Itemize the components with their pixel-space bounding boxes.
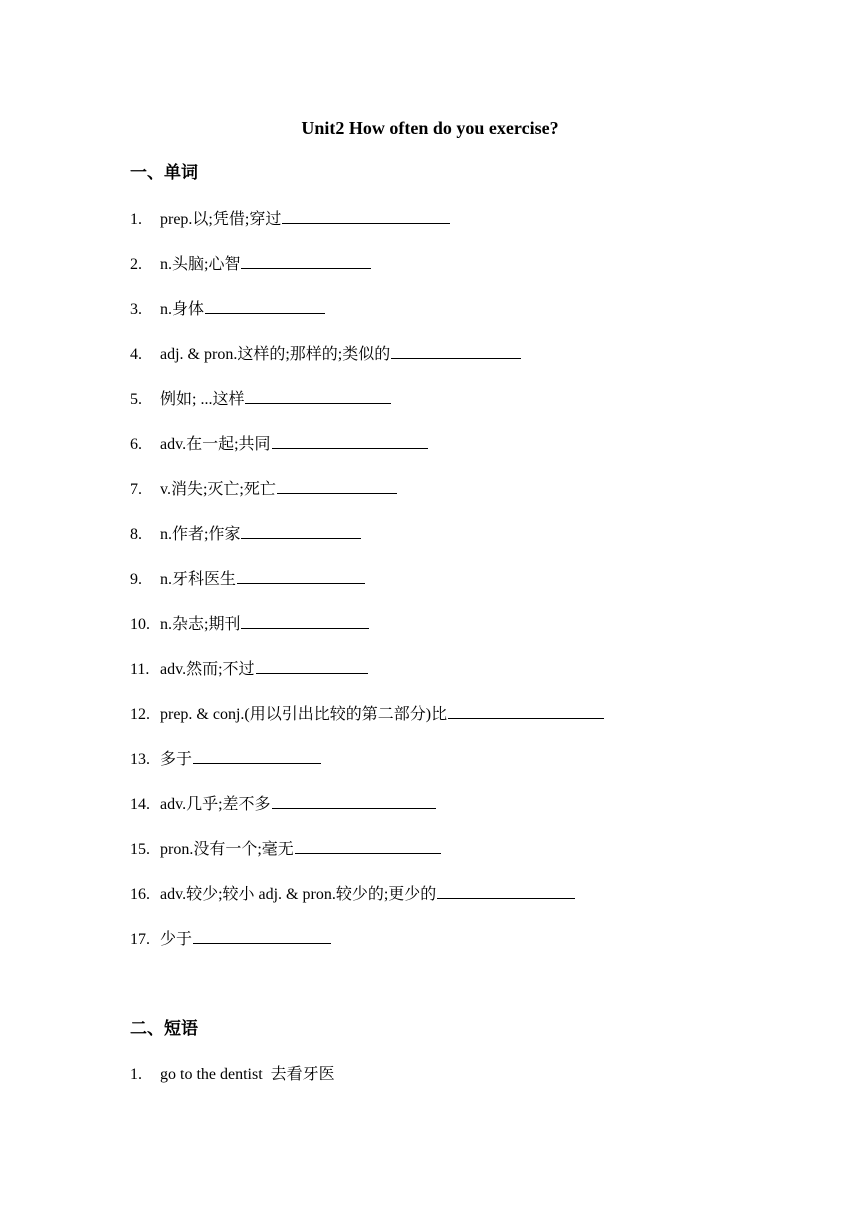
answer-blank[interactable] xyxy=(272,793,436,809)
item-text: n.牙科医生 xyxy=(160,571,237,588)
list-item xyxy=(130,658,604,703)
item-number: 1. xyxy=(130,211,142,228)
item-text: prep. & conj.(用以引出比较的第二部分)比 xyxy=(160,706,448,723)
item-text: adv.较少;较小 adj. & pron.较少的;更少的 xyxy=(160,886,437,903)
item-number: 6. xyxy=(130,436,142,453)
list-item xyxy=(130,703,604,748)
answer-blank[interactable] xyxy=(391,343,521,359)
item-number: 5. xyxy=(130,391,142,408)
item-number: 16. xyxy=(130,886,150,903)
answer-blank[interactable] xyxy=(448,703,604,719)
item-number: 2. xyxy=(130,256,142,273)
section-heading-phrases: 二、短语 xyxy=(130,1019,198,1039)
item-text: pron.没有一个;毫无 xyxy=(160,841,294,858)
item-number: 7. xyxy=(130,481,142,498)
answer-blank[interactable] xyxy=(193,748,321,764)
item-number: 10. xyxy=(130,616,150,633)
section-heading-words: 一、单词 xyxy=(130,163,198,183)
item-text: n.杂志;期刊 xyxy=(160,616,241,633)
list-item xyxy=(130,613,604,658)
list-item xyxy=(130,433,604,478)
answer-blank[interactable] xyxy=(245,388,391,404)
item-text: adj. & pron.这样的;那样的;类似的 xyxy=(160,346,391,363)
word-list xyxy=(130,208,604,973)
list-item xyxy=(130,928,604,973)
item-number: 15. xyxy=(130,841,150,858)
item-text: n.身体 xyxy=(160,301,205,318)
list-item xyxy=(130,568,604,613)
item-number: 9. xyxy=(130,571,142,588)
list-item xyxy=(130,298,604,343)
item-text: v.消失;灭亡;死亡 xyxy=(160,481,276,498)
answer-blank[interactable] xyxy=(193,928,331,944)
answer-blank[interactable] xyxy=(272,433,428,449)
item-number: 17. xyxy=(130,931,150,948)
answer-blank[interactable] xyxy=(277,478,397,494)
list-item xyxy=(130,1065,335,1110)
answer-blank[interactable] xyxy=(205,298,325,314)
item-number: 1. xyxy=(130,1066,142,1083)
list-item xyxy=(130,208,604,253)
answer-blank[interactable] xyxy=(241,523,361,539)
item-text: prep.以;凭借;穿过 xyxy=(160,211,282,228)
item-text: n.头脑;心智 xyxy=(160,256,241,273)
list-item xyxy=(130,838,604,883)
item-text: adv.几乎;差不多 xyxy=(160,796,271,813)
list-item xyxy=(130,388,604,433)
item-text: adv.在一起;共同 xyxy=(160,436,271,453)
item-text: 多于 xyxy=(160,751,193,768)
item-number: 14. xyxy=(130,796,150,813)
document-title: Unit2 How often do you exercise? xyxy=(301,118,559,138)
list-item xyxy=(130,253,604,298)
item-number: 13. xyxy=(130,751,150,768)
answer-blank[interactable] xyxy=(241,613,369,629)
answer-blank[interactable] xyxy=(282,208,450,224)
list-item xyxy=(130,793,604,838)
item-text: go to the dentist 去看牙医 xyxy=(160,1066,335,1083)
list-item xyxy=(130,883,604,928)
list-item xyxy=(130,748,604,793)
item-number: 11. xyxy=(130,661,150,678)
answer-blank[interactable] xyxy=(241,253,371,269)
item-text: adv.然而;不过 xyxy=(160,661,255,678)
item-text: 少于 xyxy=(160,931,193,948)
answer-blank[interactable] xyxy=(237,568,365,584)
item-text: n.作者;作家 xyxy=(160,526,241,543)
answer-blank[interactable] xyxy=(256,658,368,674)
item-number: 8. xyxy=(130,526,142,543)
item-number: 3. xyxy=(130,301,142,318)
list-item xyxy=(130,478,604,523)
item-number: 4. xyxy=(130,346,142,363)
phrase-list xyxy=(130,1065,335,1110)
list-item xyxy=(130,343,604,388)
item-text: 例如; ...这样 xyxy=(160,391,245,408)
answer-blank[interactable] xyxy=(295,838,441,854)
list-item xyxy=(130,523,604,568)
answer-blank[interactable] xyxy=(437,883,575,899)
item-number: 12. xyxy=(130,706,150,723)
